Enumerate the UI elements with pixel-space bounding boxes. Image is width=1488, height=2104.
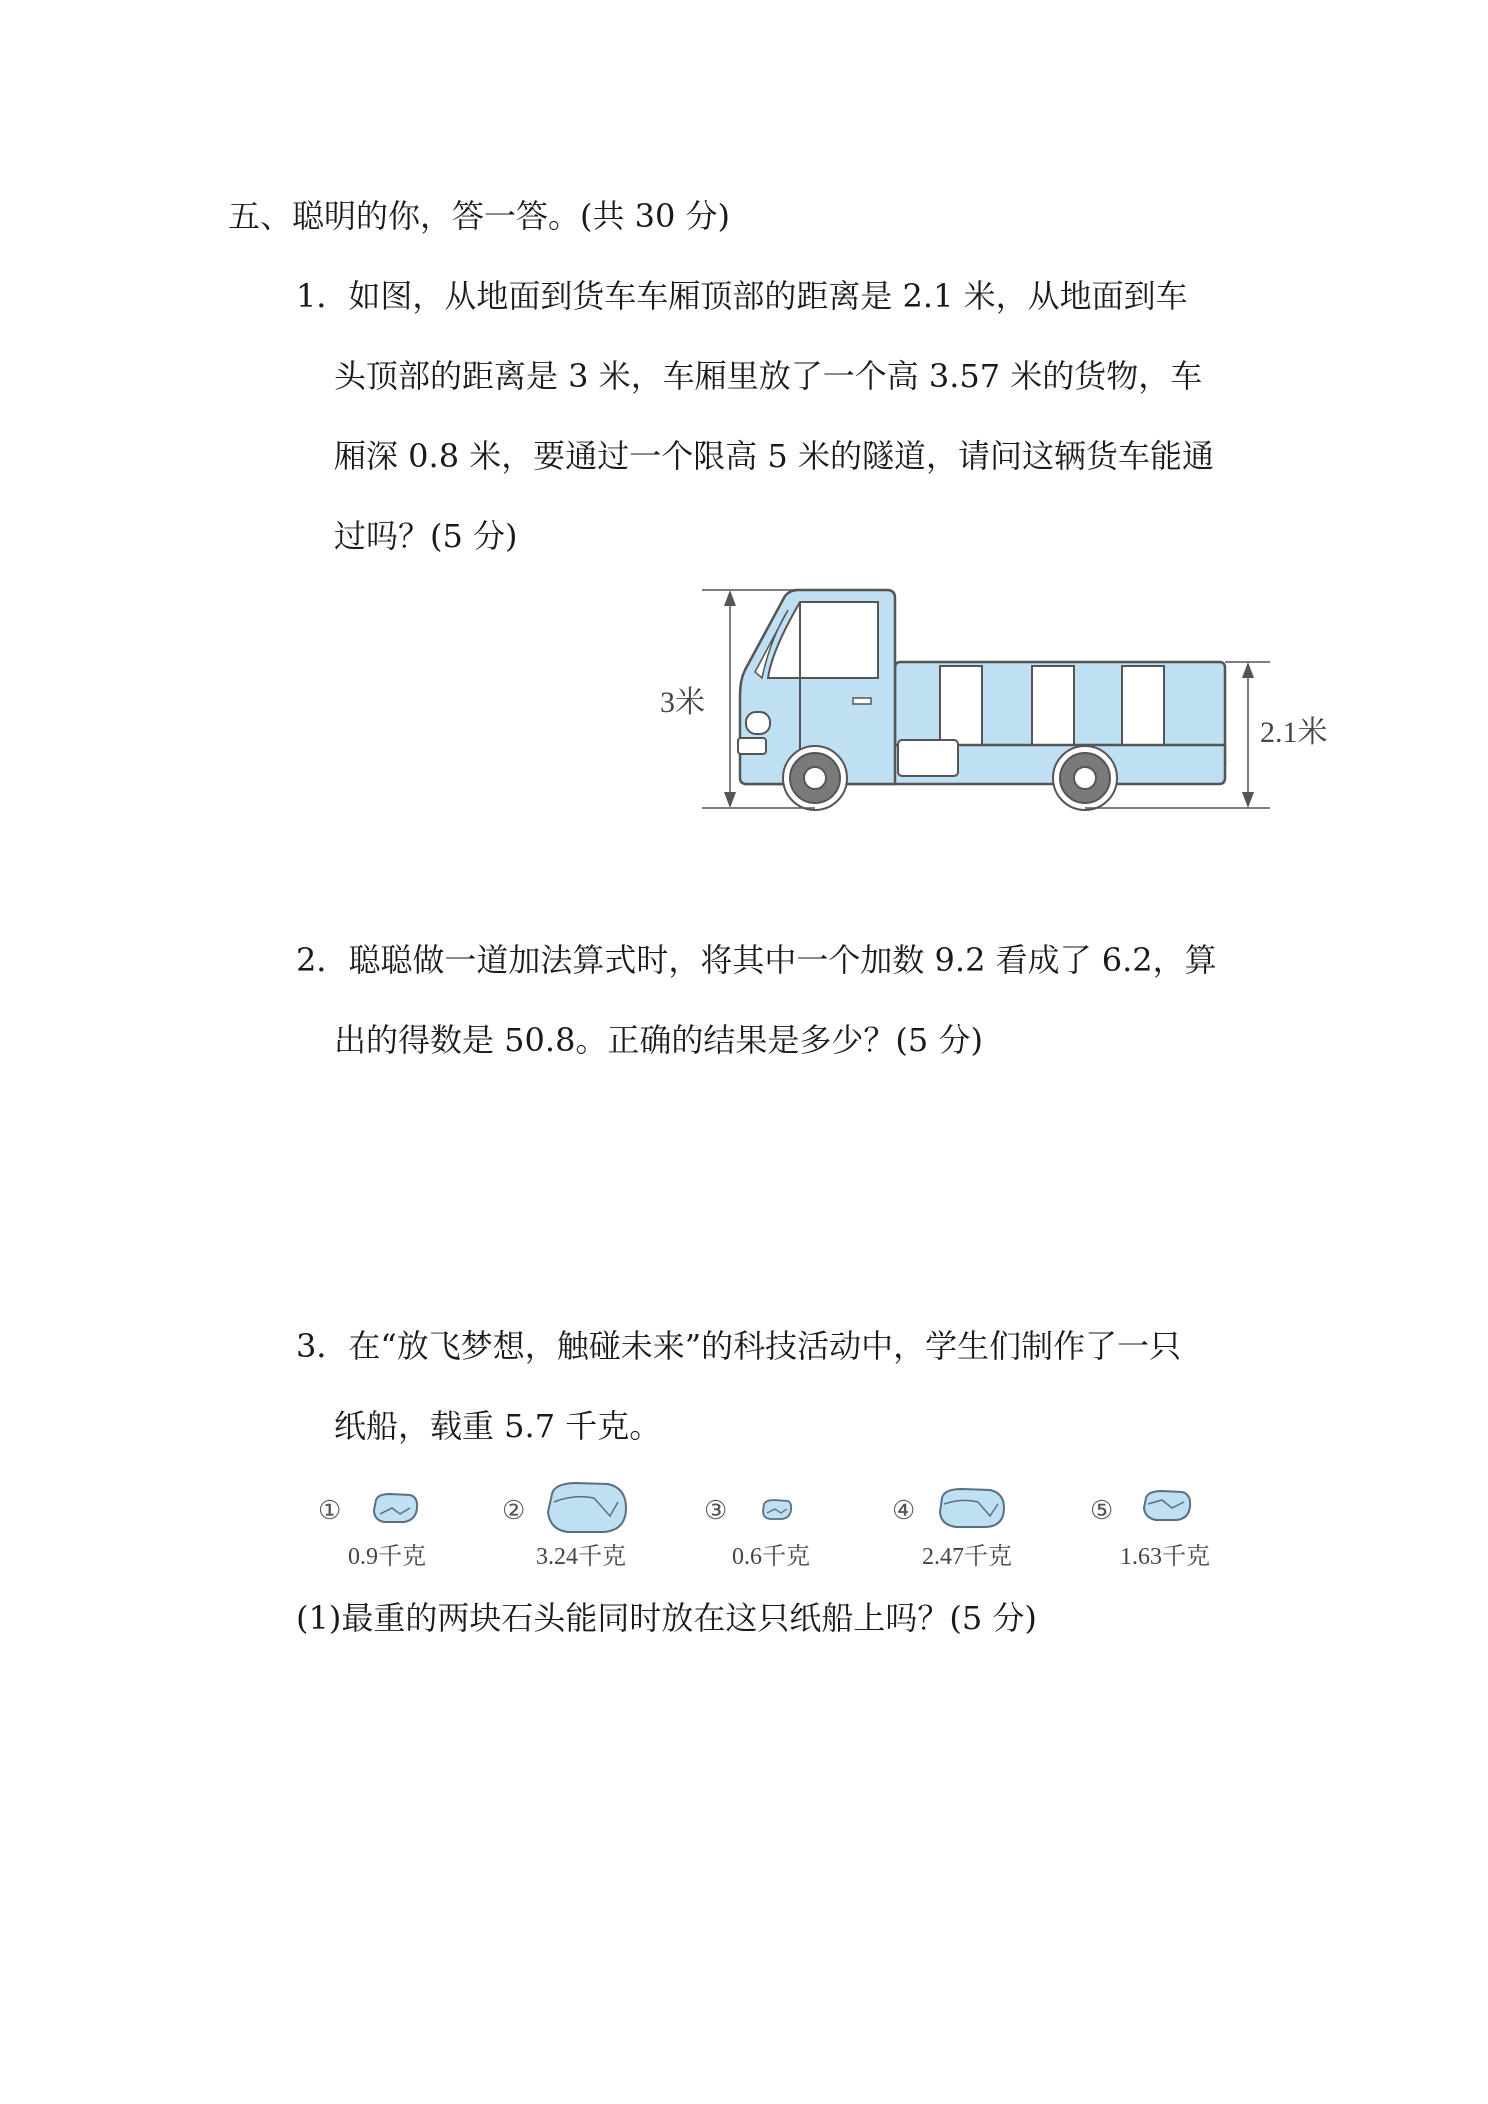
stone-3-marker: ③ xyxy=(704,1496,728,1525)
question-3-line-1: 3．在“放飞梦想，触碰未来”的科技活动中，学生们制作了一只 xyxy=(296,1327,1182,1365)
stone-1-weight: 0.9千克 xyxy=(348,1544,426,1570)
stone-icon xyxy=(1140,1488,1194,1524)
stone-2-weight: 3.24千克 xyxy=(536,1544,626,1570)
stone-5-weight: 1.63千克 xyxy=(1120,1544,1210,1570)
question-1-line-4: 过吗？(5 分) xyxy=(334,517,518,555)
stone-icon xyxy=(936,1486,1008,1530)
truck-figure xyxy=(650,580,1328,830)
question-1-line-2: 头顶部的距离是 3 米，车厢里放了一个高 3.57 米的货物，车 xyxy=(334,357,1203,395)
stone-5-marker: ⑤ xyxy=(1090,1496,1114,1525)
stone-icon xyxy=(370,1492,420,1526)
stone-icon xyxy=(544,1480,630,1536)
cab-height-label: 3米 xyxy=(660,686,705,719)
stone-3-weight: 0.6千克 xyxy=(732,1544,810,1570)
stone-4-marker: ④ xyxy=(892,1496,916,1525)
stone-icon xyxy=(760,1498,794,1522)
stone-1-marker: ① xyxy=(318,1496,342,1525)
question-3-sub-1: (1)最重的两块石头能同时放在这只纸船上吗？(5 分) xyxy=(296,1599,1037,1637)
question-1-line-1: 1．如图，从地面到货车车厢顶部的距离是 2.1 米，从地面到车 xyxy=(296,277,1188,315)
stone-4-weight: 2.47千克 xyxy=(922,1544,1012,1570)
question-2-line-1: 2．聪聪做一道加法算式时，将其中一个加数 9.2 看成了 6.2，算 xyxy=(296,941,1217,979)
box-height-label: 2.1米 xyxy=(1260,716,1328,749)
question-1-line-3: 厢深 0.8 米，要通过一个限高 5 米的隧道，请问这辆货车能通 xyxy=(334,437,1214,475)
question-3-line-2: 纸船，载重 5.7 千克。 xyxy=(334,1407,662,1445)
stone-2-marker: ② xyxy=(502,1496,526,1525)
question-2-line-2: 出的得数是 50.8。正确的结果是多少？(5 分) xyxy=(334,1021,983,1059)
section-title: 五、聪明的你，答一答。(共 30 分) xyxy=(228,197,731,235)
truck-icon xyxy=(738,590,1225,810)
